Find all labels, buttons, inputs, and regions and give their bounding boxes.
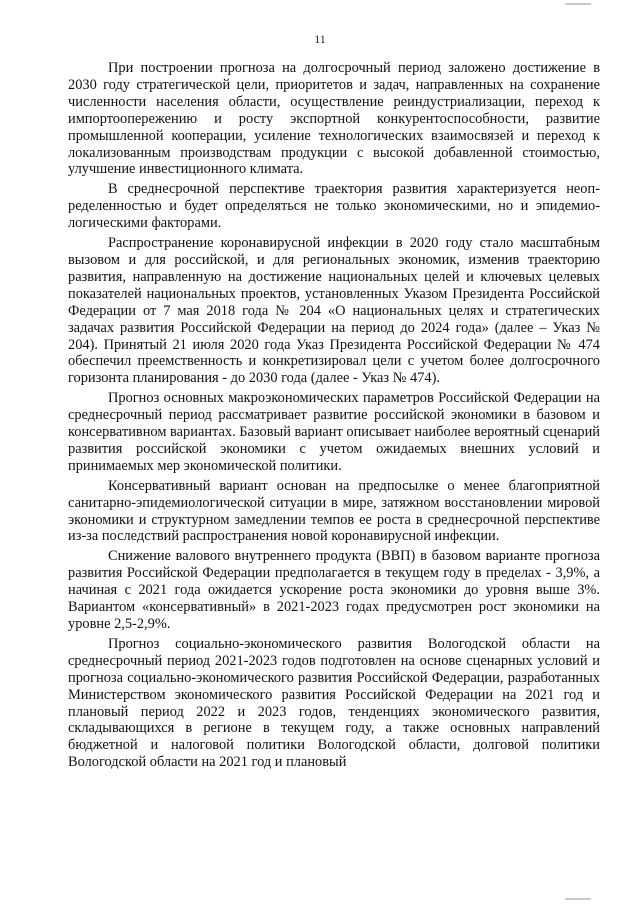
paragraph-vologda-forecast: Прогноз социально-экономического развития Вологодской области на среднесрочный период 2021-2023 годов подготовлен на основе сценарных условий и прогноза социально-экономического развития Российской Федерации, разработанных Министерством экономического развития Российской Федерации на 2021 год и плановый период 2022 и 2023 годов, тенденциях экономического развития, складывающихся в регионе в текущем году, а также основных направлений бюджетной и налоговой политики Вологодской области, долговой политики Вологодской области на 2021 год и плановый (68, 635, 600, 771)
scan-mark-bottom (565, 898, 591, 900)
paragraph-medium-term-uncertainty: В среднесрочной перспективе траектория развития характеризуется неопределенностью и будет определяться не только экономическими, но и эпидемиологическими факторами. (68, 181, 600, 232)
scan-mark-top (565, 3, 591, 5)
paragraph-conservative-variant: Консервативный вариант основан на предпосылке о менее благоприятной санитарно-эпидемиологической ситуации в мире, затяжном восстановлении мировой экономики и структурном замедлении темпов ее роста в среднесрочной перспективе из-за последствий распространения новой коронавирусной инфекции. (68, 477, 600, 545)
document-body (68, 60, 600, 774)
paragraph-coronavirus-impact: Распространение коронавирусной инфекции в 2020 году стало масштабным вызовом и для российской, и для региональных экономик, изменив траекторию развития, направленную на достижение национальных целей и ключевых целевых показателей национальных проектов, установленных Указом Президента Российской Федерации от 7 мая 2018 года № 204 «О национальных целях и стратегических задачах развития Российской Федерации на период до 2024 года» (далее – Указ № 204). Принятый 21 июля 2020 года Указ Президента Российской Федерации № 474 обеспечил преемственность и конкретизировал цели с учетом более долгосрочного горизонта планирования - до 2030 года (далее - Указ № 474). (68, 235, 600, 387)
paragraph-long-term-forecast: При построении прогноза на долгосрочный период заложено достижение в 2030 году стратегической цели, приоритетов и задач, направленных на сохранение численности населения области, осуществление реиндустриализации, переход к импортоопережению и росту экспортной конкурентоспособности, развитие промышленной кооперации, усиление технологических взаимосвязей и переход к локализованным производствам продукции с высокой добавленной стоимостью, улучшение инвестиционного климата. (68, 60, 600, 178)
page-number: 11 (314, 32, 326, 46)
paragraph-macro-forecast-variants: Прогноз основных макроэкономических параметров Российской Федерации на среднесрочный период рассматривает развитие российской экономики в базовом и консервативном вариантах. Базовый вариант описывает наиболее вероятный сценарий развития российской экономики с учетом ожидаемых внешних условий и принимаемых мер экономической политики. (68, 390, 600, 474)
paragraph-gdp-decline: Снижение валового внутреннего продукта (ВВП) в базовом варианте прогноза развития Российской Федерации предполагается в текущем году в пределах - 3,9%, а начиная с 2021 года ожидается ускорение роста экономики до уровня выше 3%. Вариантом «консервативный» в 2021-2023 годах предусмотрен рост экономики на уровне 2,5-2,9%. (68, 548, 600, 632)
